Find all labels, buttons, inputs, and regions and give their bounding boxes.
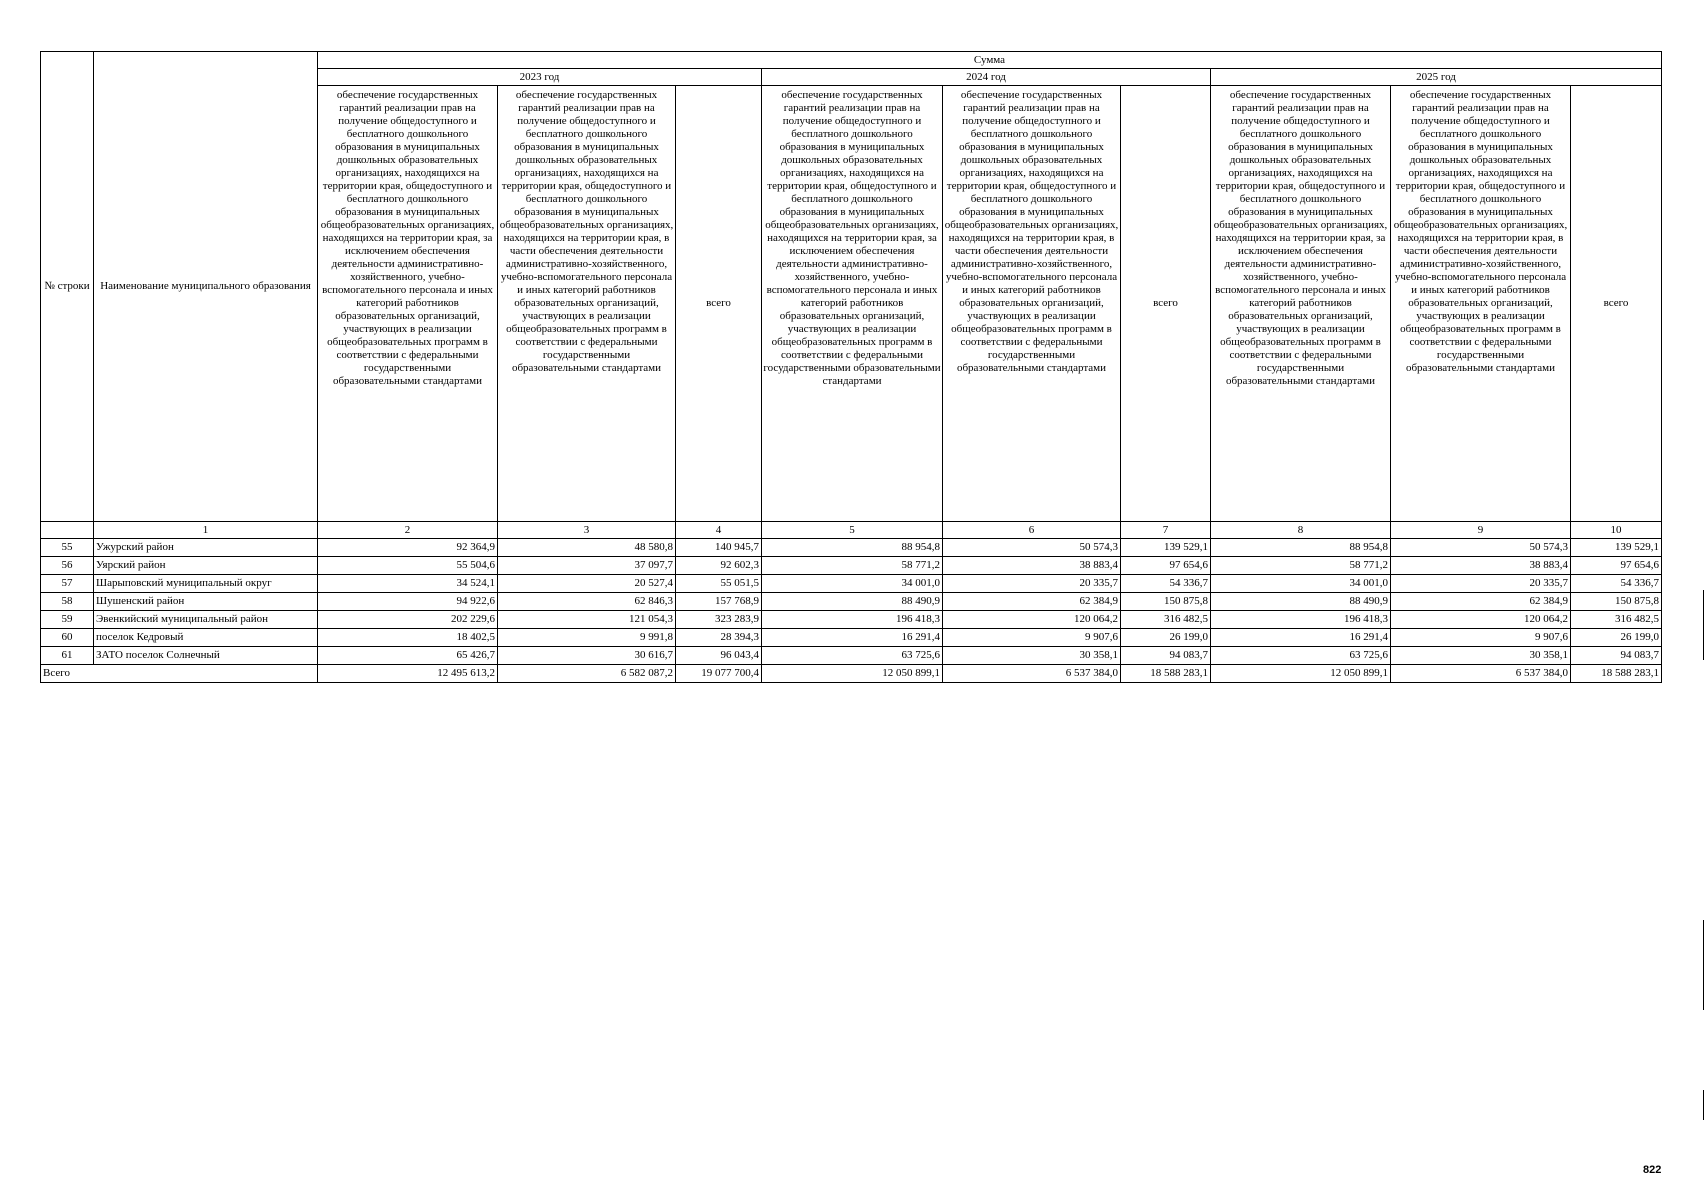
value-cell: 121 054,3	[498, 611, 676, 629]
table-row	[41, 647, 1662, 665]
row-number: 61	[41, 647, 94, 665]
total-label: Всего	[41, 665, 318, 683]
column-number: 6	[943, 522, 1121, 539]
year-2023-header: 2023 год	[318, 69, 762, 86]
scan-artifact	[1703, 920, 1704, 1010]
table-row	[41, 557, 1662, 575]
value-cell: 54 336,7	[1571, 575, 1662, 593]
municipality-name: Ужурский район	[94, 539, 318, 557]
total-header-2024: всего	[1121, 86, 1211, 522]
desc-header-2023-b: обеспечение государственных гарантий реализации прав на получение общедоступного и бесплатного дошкольного образования в муниципальных дошкольных образовательных организациях, находящихся на территории края, общедоступного и бесплатного дошкольного образования в муниципальных общеобразовательных организациях, находящихся на территории края, в части обеспечения деятельности административно-хозяйственного, учебно-вспомогательного персонала и иных категорий работников образовательных организаций, участвующих в реализации общеобразовательных программ в соответствии с федеральными государственными образовательными стандартами	[498, 86, 676, 522]
value-cell: 62 384,9	[943, 593, 1121, 611]
value-cell: 55 504,6	[318, 557, 498, 575]
value-cell: 202 229,6	[318, 611, 498, 629]
value-cell: 20 335,7	[943, 575, 1121, 593]
row-number: 55	[41, 539, 94, 557]
table-row	[41, 539, 1662, 557]
municipality-name: ЗАТО поселок Солнечный	[94, 647, 318, 665]
value-cell: 50 574,3	[943, 539, 1121, 557]
desc-header-2025-a: обеспечение государственных гарантий реализации прав на получение общедоступного и бесплатного дошкольного образования в муниципальных дошкольных образовательных организациях, находящихся на территории края, общедоступного и бесплатного дошкольного образования в муниципальных общеобразовательных организациях, находящихся на территории края, за исключением обеспечения деятельности административно-хозяйственного, учебно-вспомогательного персонала и иных категорий работников образовательных организаций, участвующих в реализации общеобразовательных программ в соответствии с федеральными государственными образовательными стандартами	[1211, 86, 1391, 522]
value-cell: 34 524,1	[318, 575, 498, 593]
value-cell: 94 083,7	[1121, 647, 1211, 665]
total-value-cell: 19 077 700,4	[676, 665, 762, 683]
desc-header-2025-b: обеспечение государственных гарантий реализации прав на получение общедоступного и бесплатного дошкольного образования в муниципальных дошкольных образовательных организациях, находящихся на территории края, общедоступного и бесплатного дошкольного образования в муниципальных общеобразовательных организациях, находящихся на территории края, в части обеспечения деятельности административно-хозяйственного, учебно-вспомогательного персонала и иных категорий работников образовательных организаций, участвующих в реализации общеобразовательных программ в соответствии с федеральными государственными образовательными стандартами	[1391, 86, 1571, 522]
value-cell: 26 199,0	[1571, 629, 1662, 647]
value-cell: 16 291,4	[762, 629, 943, 647]
col-no-header: № строки	[41, 52, 94, 522]
value-cell: 139 529,1	[1571, 539, 1662, 557]
total-header-2025: всего	[1571, 86, 1662, 522]
column-number: 1	[94, 522, 318, 539]
value-cell: 34 001,0	[1211, 575, 1391, 593]
value-cell: 26 199,0	[1121, 629, 1211, 647]
value-cell: 50 574,3	[1391, 539, 1571, 557]
value-cell: 62 846,3	[498, 593, 676, 611]
value-cell: 30 616,7	[498, 647, 676, 665]
total-value-cell: 6 537 384,0	[1391, 665, 1571, 683]
value-cell: 88 954,8	[1211, 539, 1391, 557]
total-value-cell: 12 050 899,1	[762, 665, 943, 683]
desc-header-2023-a: обеспечение государственных гарантий реализации прав на получение общедоступного и бесплатного дошкольного образования в муниципальных дошкольных образовательных организациях, находящихся на территории края, общедоступного и бесплатного дошкольного образования в муниципальных общеобразовательных организациях, находящихся на территории края, за исключением обеспечения деятельности административно-хозяйственного, учебно-вспомогательного персонала и иных категорий работников образовательных организаций, участвующих в реализации общеобразовательных программ в соответствии с федеральными государственными образовательными стандартами	[318, 86, 498, 522]
value-cell: 63 725,6	[1211, 647, 1391, 665]
value-cell: 65 426,7	[318, 647, 498, 665]
value-cell: 316 482,5	[1121, 611, 1211, 629]
column-number: 9	[1391, 522, 1571, 539]
page-number: 822	[1643, 1164, 1662, 1176]
column-number: 2	[318, 522, 498, 539]
value-cell: 9 907,6	[943, 629, 1121, 647]
value-cell: 20 527,4	[498, 575, 676, 593]
table-row	[41, 593, 1662, 611]
table-row	[41, 611, 1662, 629]
sum-header: Сумма	[318, 52, 1662, 69]
value-cell: 140 945,7	[676, 539, 762, 557]
desc-header-2024-b: обеспечение государственных гарантий реализации прав на получение общедоступного и бесплатного дошкольного образования в муниципальных дошкольных образовательных организациях, находящихся на территории края, общедоступного и бесплатного дошкольного образования в муниципальных общеобразовательных организациях, находящихся на территории края, в части обеспечения деятельности административно-хозяйственного, учебно-вспомогательного персонала и иных категорий работников образовательных организаций, участвующих в реализации общеобразовательных программ в соответствии с федеральными государственными образовательными стандартами	[943, 86, 1121, 522]
year-2025-header: 2025 год	[1211, 69, 1662, 86]
total-value-cell: 18 588 283,1	[1121, 665, 1211, 683]
municipality-name: Уярский район	[94, 557, 318, 575]
column-number: 10	[1571, 522, 1662, 539]
municipality-name: поселок Кедровый	[94, 629, 318, 647]
value-cell: 54 336,7	[1121, 575, 1211, 593]
value-cell: 92 364,9	[318, 539, 498, 557]
value-cell: 150 875,8	[1571, 593, 1662, 611]
value-cell: 196 418,3	[762, 611, 943, 629]
municipality-name: Шарыповский муниципальный округ	[94, 575, 318, 593]
column-number: 7	[1121, 522, 1211, 539]
column-number-row	[41, 522, 1662, 539]
municipality-name: Эвенкийский муниципальный район	[94, 611, 318, 629]
col-name-header: Наименование муниципального образования	[94, 52, 318, 522]
value-cell: 48 580,8	[498, 539, 676, 557]
row-number: 58	[41, 593, 94, 611]
value-cell: 30 358,1	[943, 647, 1121, 665]
value-cell: 9 907,6	[1391, 629, 1571, 647]
row-number: 57	[41, 575, 94, 593]
column-number: 5	[762, 522, 943, 539]
value-cell: 16 291,4	[1211, 629, 1391, 647]
budget-table	[40, 51, 1662, 683]
value-cell: 88 954,8	[762, 539, 943, 557]
value-cell: 97 654,6	[1571, 557, 1662, 575]
value-cell: 88 490,9	[1211, 593, 1391, 611]
value-cell: 38 883,4	[943, 557, 1121, 575]
column-number: 4	[676, 522, 762, 539]
value-cell: 150 875,8	[1121, 593, 1211, 611]
value-cell: 28 394,3	[676, 629, 762, 647]
column-number: 8	[1211, 522, 1391, 539]
value-cell: 139 529,1	[1121, 539, 1211, 557]
table-row	[41, 575, 1662, 593]
value-cell: 58 771,2	[1211, 557, 1391, 575]
scan-artifact	[1703, 1090, 1704, 1120]
total-value-cell: 18 588 283,1	[1571, 665, 1662, 683]
value-cell: 58 771,2	[762, 557, 943, 575]
value-cell: 9 991,8	[498, 629, 676, 647]
row-number: 56	[41, 557, 94, 575]
value-cell: 20 335,7	[1391, 575, 1571, 593]
value-cell: 88 490,9	[762, 593, 943, 611]
value-cell: 94 083,7	[1571, 647, 1662, 665]
value-cell: 34 001,0	[762, 575, 943, 593]
total-row	[41, 665, 1662, 683]
value-cell: 97 654,6	[1121, 557, 1211, 575]
value-cell: 316 482,5	[1571, 611, 1662, 629]
column-number: 3	[498, 522, 676, 539]
value-cell: 18 402,5	[318, 629, 498, 647]
row-number: 59	[41, 611, 94, 629]
value-cell: 94 922,6	[318, 593, 498, 611]
value-cell: 37 097,7	[498, 557, 676, 575]
value-cell: 120 064,2	[943, 611, 1121, 629]
value-cell: 120 064,2	[1391, 611, 1571, 629]
value-cell: 196 418,3	[1211, 611, 1391, 629]
value-cell: 323 283,9	[676, 611, 762, 629]
value-cell: 157 768,9	[676, 593, 762, 611]
value-cell: 62 384,9	[1391, 593, 1571, 611]
value-cell: 30 358,1	[1391, 647, 1571, 665]
total-value-cell: 12 050 899,1	[1211, 665, 1391, 683]
value-cell: 63 725,6	[762, 647, 943, 665]
value-cell: 96 043,4	[676, 647, 762, 665]
year-2024-header: 2024 год	[762, 69, 1211, 86]
total-value-cell: 6 537 384,0	[943, 665, 1121, 683]
total-header-2023: всего	[676, 86, 762, 522]
row-number: 60	[41, 629, 94, 647]
scan-artifact	[1703, 590, 1704, 660]
total-value-cell: 12 495 613,2	[318, 665, 498, 683]
column-number-blank	[41, 522, 94, 539]
value-cell: 55 051,5	[676, 575, 762, 593]
table-row	[41, 629, 1662, 647]
total-value-cell: 6 582 087,2	[498, 665, 676, 683]
value-cell: 92 602,3	[676, 557, 762, 575]
municipality-name: Шушенский район	[94, 593, 318, 611]
value-cell: 38 883,4	[1391, 557, 1571, 575]
desc-header-2024-a: обеспечение государственных гарантий реализации прав на получение общедоступного и бесплатного дошкольного образования в муниципальных дошкольных образовательных организациях, находящихся на территории края, общедоступного и бесплатного дошкольного образования в муниципальных общеобразовательных организациях, находящихся на территории края, за исключением обеспечения деятельности административно-хозяйственного, учебно-вспомогательного персонала и иных категорий работников образовательных организаций, участвующих в реализации общеобразовательных программ в соответствии с федеральными государственными образовательными стандартами	[762, 86, 943, 522]
